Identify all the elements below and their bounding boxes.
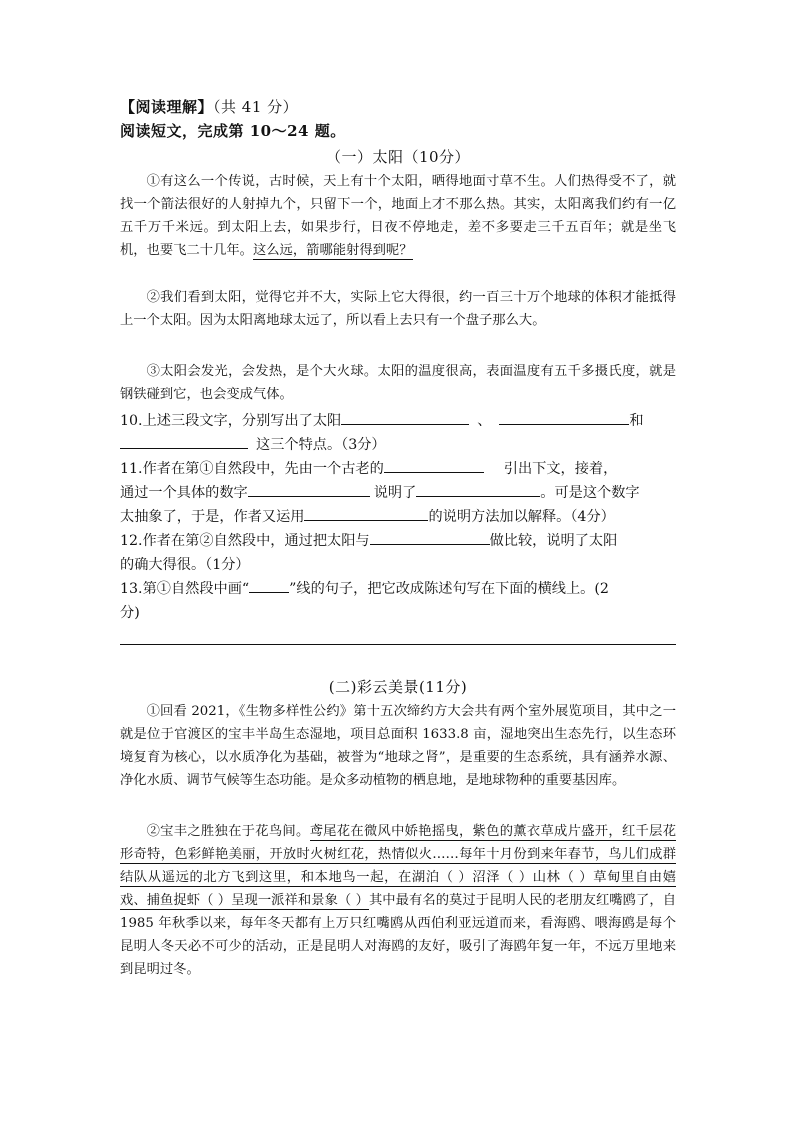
- question-11-line-3: [120, 506, 676, 530]
- section1-paragraph-3: ③太阳会发光，会发热，是个大火球。太阳的温度很高，表面温度有五千多摄氏度，就是钢铁碰到它，也会变成气体。: [120, 364, 676, 402]
- q10-blank-1[interactable]: [341, 410, 469, 425]
- question-11-line-2: [120, 482, 676, 506]
- section-header: [120, 96, 676, 117]
- q13-text-a: 13.第①自然段中画“: [120, 581, 250, 597]
- q11-blank-1[interactable]: [384, 458, 484, 473]
- underlined-sentence: 这么远，箭哪能射得到呢？: [252, 243, 413, 258]
- section1-title: （一）太阳（10分）: [325, 148, 471, 166]
- header-score: （共 41 分）: [213, 98, 299, 116]
- q10-text: 10.上述三段文字，分别写出了太阳: [120, 413, 342, 429]
- paragraph-2-rest: 其中最有名的莫过于昆明人民的老朋友红嘴鸥了，自 1985 年秋季以来，每年冬天都有上万只红嘴鸥从西伯利亚远道而来，看海鸥、喂海鸥是每个昆明人冬天必不可少的活动，正是昆明人对海鸥的友好，吸引了海鸥年复一年，不远万里地来到昆明过冬。: [120, 893, 677, 977]
- question-11-line-1: [120, 458, 676, 482]
- q12-blank-1[interactable]: [370, 530, 490, 545]
- question-12-line-1: [120, 530, 676, 554]
- q10-separator: 、: [477, 413, 492, 429]
- question-13-line-1: [120, 578, 676, 602]
- q13-underline-sample: [249, 578, 289, 593]
- section1-paragraph-2: ②我们看到太阳，觉得它并不大，实际上它大得很，约一百三十万个地球的体积才能抵得上一个太阳。因为太阳离地球太远了，所以看上去只有一个盘子那么大。: [120, 290, 676, 328]
- q13-text-b: ”线的句子，把它改成陈述句写在下面的横线上。(2: [289, 581, 609, 597]
- q10-blank-2[interactable]: [499, 410, 629, 425]
- section2-title: (二)彩云美景(11分): [328, 678, 468, 696]
- q10-and: 和: [629, 413, 644, 429]
- paragraph-2-lead: ②宝丰之胜独在于花鸟间。: [146, 824, 310, 839]
- underlined-passage: 鸢尾花在微风中娇艳摇曳，紫色的薰衣草成片盛开，红千层花形奇特，色彩鲜艳美丽，开放时火树红花，热情似火……每年十月份到来年春节，鸟儿们成群结队从遥远的北方飞到这里，和本地鸟一起，在湖泊（ ）沼泽（ ）山林（ ）草甸里自由嬉戏、捕鱼捉虾（ ）呈现一派祥和景象（ ）: [120, 824, 677, 908]
- q11-text-e: 。可是这个数字: [540, 485, 640, 501]
- q11-text-c: 通过一个具体的数字: [120, 485, 248, 501]
- instruction: 阅读短文，完成第 10～24 题。: [120, 122, 346, 140]
- question-10-line-2: [120, 434, 676, 458]
- q11-text-a: 11.作者在第①自然段中，先由一个古老的: [120, 461, 384, 477]
- q12-text-a: 12.作者在第②自然段中，通过把太阳与: [120, 533, 370, 549]
- section2-paragraph-2: [120, 820, 676, 981]
- q11-text-f: 太抽象了，于是，作者又运用: [120, 509, 305, 525]
- question-13-line-2: 分): [120, 605, 140, 621]
- q11-text-g: 的说明方法加以解释。（4分）: [428, 509, 615, 525]
- q11-blank-2[interactable]: [248, 482, 370, 497]
- section2-paragraph-1: ①回看 2021，《生物多样性公约》第十五次缔约方大会共有两个室外展览项目，其中之一就是位于官渡区的宝丰半岛生态湿地，项目总面积 1633.8 亩，湿地突出生态先行，以生态环境复育为核心，以水质净化为基础，被誉为“地球之肾”，是重要的生态系统，具有涵养水源、净化水质、调节气候等生态功能。是众多动植物的栖息地，是地球物种的重要基因库。: [120, 704, 676, 788]
- q13-answer-line[interactable]: [120, 644, 676, 645]
- q11-blank-4[interactable]: [304, 506, 428, 521]
- q10-blank-3[interactable]: [120, 434, 248, 449]
- q11-text-d: 说明了: [373, 485, 417, 501]
- question-10-line-1: [120, 410, 676, 434]
- q11-blank-3[interactable]: [416, 482, 540, 497]
- q10-end: 这三个特点。（3分）: [256, 437, 386, 453]
- paragraph-1-text: ①有这么一个传说，古时候，天上有十个太阳，晒得地面寸草不生。人们热得受不了，就找一个箭法很好的人射掉九个，只留下一个，地面上才不那么热。其实，太阳离我们约有一亿五千万千米远。到太阳上去，如果步行，日夜不停地走，差不多要走三千五百年；就是坐飞机，也要飞二十几年。: [120, 174, 676, 258]
- header-title: 【阅读理解】: [120, 98, 214, 116]
- section1-paragraph-1: [120, 170, 676, 262]
- question-12-line-2: 的确大得很。（1分）: [120, 557, 250, 573]
- q11-text-b: 引出下文，接着，: [503, 461, 618, 477]
- q12-text-b: 做比较，说明了太阳: [489, 533, 618, 549]
